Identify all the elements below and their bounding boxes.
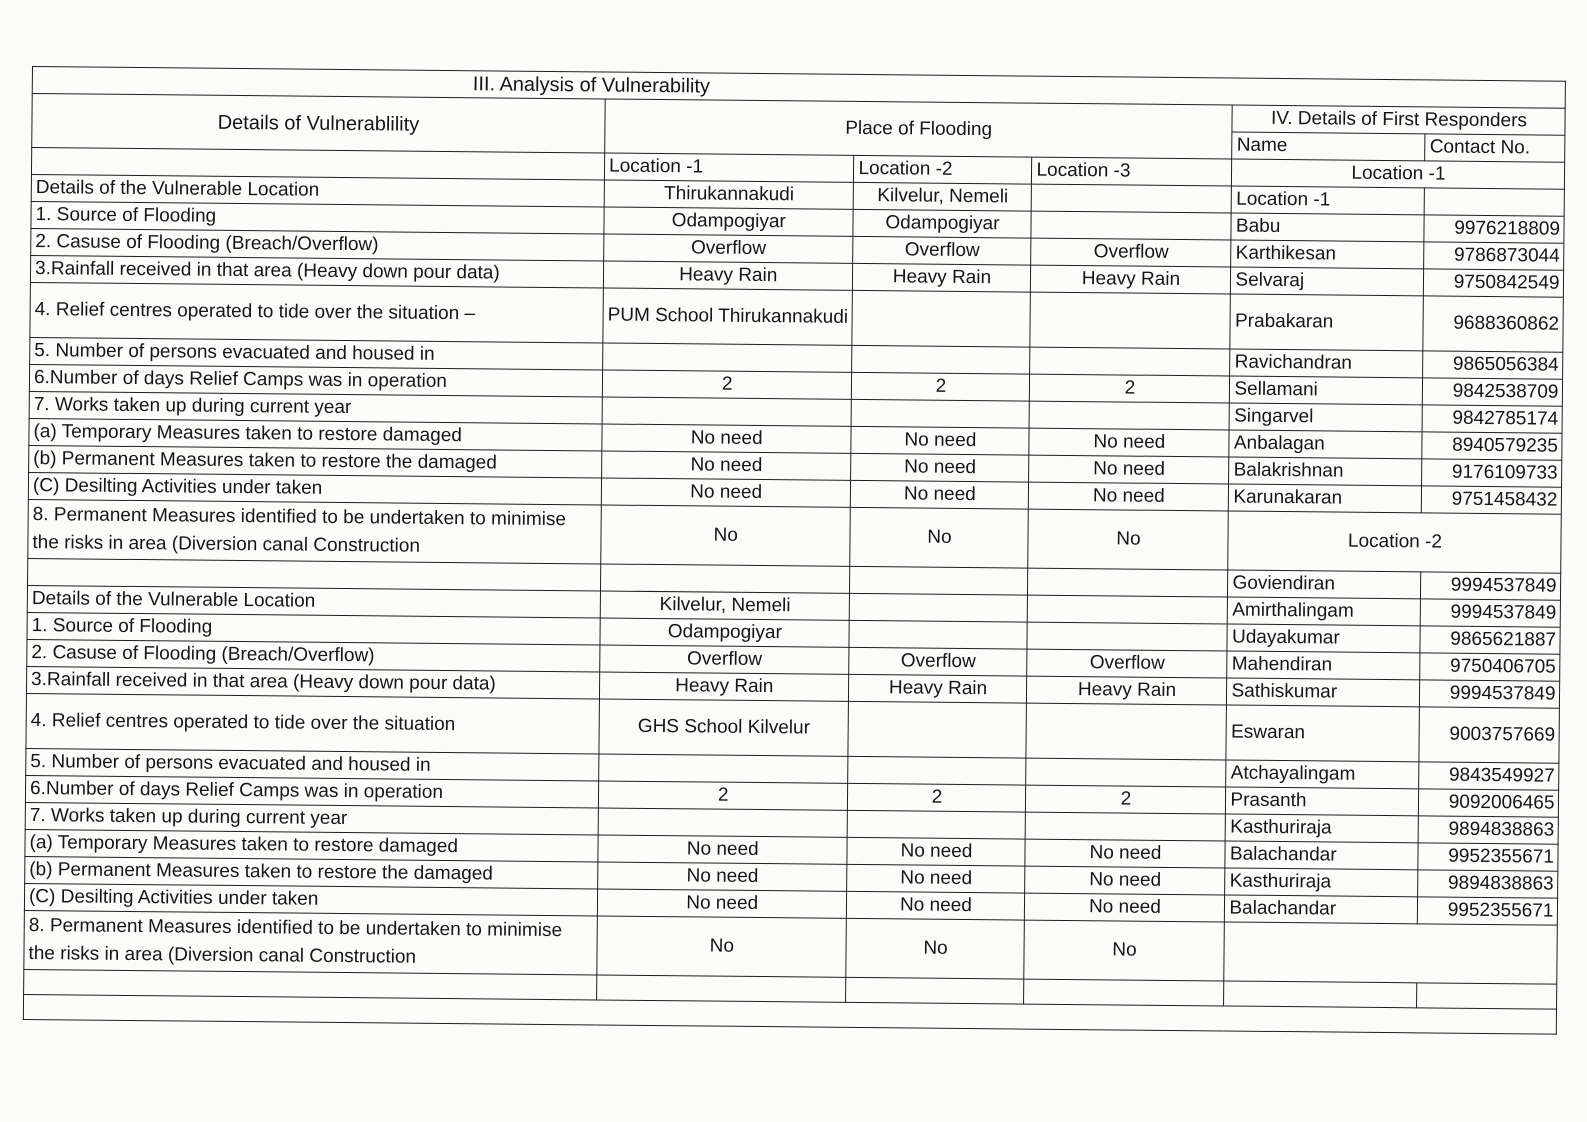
location-1-value — [603, 343, 853, 372]
location-3-value: No need — [1025, 839, 1225, 868]
location-1-value: Odampogiyar — [600, 618, 850, 647]
location-1-value: 2 — [602, 370, 852, 399]
location-2-value — [848, 701, 1027, 758]
location-2-value — [850, 566, 1028, 595]
location-1-value — [602, 397, 852, 426]
row-label: 5. Number of persons evacuated and housed in — [26, 748, 599, 780]
responder-name: Balachandar — [1225, 895, 1418, 924]
location-3-value: Heavy Rain — [1031, 265, 1231, 294]
location-2-value — [849, 620, 1027, 649]
location-1-value — [600, 564, 850, 593]
location-2-value: Overflow — [849, 647, 1027, 676]
location-3-value: No need — [1029, 428, 1229, 457]
row-label: 1. Source of Flooding — [31, 201, 604, 233]
location-1-value: PUM School Thirukannakudi — [603, 288, 853, 345]
responder-name: Sathiskumar — [1227, 678, 1420, 707]
location-2-header: Location -2 — [854, 155, 1032, 184]
responder-contact: 9688360862 — [1423, 296, 1564, 352]
location-1-value: No need — [602, 451, 852, 480]
responder-contact: 9750842549 — [1424, 269, 1564, 297]
location-2-value: No — [850, 507, 1029, 568]
location-3-value: 2 — [1026, 785, 1226, 814]
responder-contact: 9952355671 — [1418, 843, 1558, 871]
responder-contact: 9952355671 — [1418, 897, 1558, 925]
location-1-value: No — [601, 505, 851, 566]
responder-name: Anbalagan — [1229, 430, 1422, 459]
row-label: (C) Desilting Activities under taken — [24, 883, 597, 915]
location-2-value: No need — [847, 837, 1025, 866]
responder-contact: 9003757669 — [1419, 707, 1560, 763]
responder-name: Singarvel — [1230, 403, 1423, 432]
location-1-value: Heavy Rain — [603, 261, 853, 290]
responder-name: Goviendiran — [1228, 570, 1421, 599]
location-3-value: 2 — [1030, 374, 1230, 403]
row-label: 6.Number of days Relief Camps was in operation — [25, 775, 598, 807]
location-2-value: 2 — [852, 372, 1030, 401]
responder-name: Kasthuriraja — [1225, 868, 1418, 897]
location-3-value: No need — [1029, 455, 1229, 484]
row-label: (C) Desilting Activities under taken — [28, 472, 601, 504]
row-label: 7. Works taken up during current year — [25, 802, 598, 834]
details-header: Details of Vulnerablility — [32, 94, 605, 153]
location-3-value — [1026, 758, 1226, 787]
location-3-value: No need — [1025, 893, 1225, 922]
responder-contact: 9751458432 — [1422, 486, 1562, 514]
row-label: (b) Permanent Measures taken to restore the damaged — [29, 445, 602, 477]
responder-contact: 9092006465 — [1419, 789, 1559, 817]
responder-contact: 9994537849 — [1421, 599, 1561, 627]
vulnerability-table — [23, 66, 1567, 1035]
location-2-value — [852, 290, 1031, 347]
responder-name: Karunakaran — [1229, 484, 1422, 513]
location-2-value: No — [846, 918, 1025, 979]
location-1-value: No need — [601, 478, 851, 507]
responder-name: Sellamani — [1230, 376, 1423, 405]
responder-name: Kasthuriraja — [1226, 814, 1419, 843]
location-1-value: Overflow — [600, 645, 850, 674]
responders-group-location-1: Location -1 — [1232, 159, 1565, 189]
empty-cell — [1224, 922, 1558, 984]
responder-name: Prabakaran — [1230, 294, 1424, 351]
block-1-rows — [28, 174, 1565, 573]
location-2-value: Odampogiyar — [853, 209, 1031, 238]
responder-name: Karthikesan — [1231, 240, 1424, 269]
location-3-value — [1028, 595, 1228, 624]
location-2-value: No need — [851, 426, 1029, 455]
responder-contact: 9865056384 — [1423, 351, 1563, 379]
location-1-value: No need — [598, 862, 848, 891]
responder-sub-location: Location -1 — [1232, 186, 1425, 215]
empty-cell — [1417, 983, 1557, 1009]
empty-cell — [1224, 981, 1417, 1008]
responders-title: IV. Details of First Responders — [1232, 105, 1565, 135]
row-label: 8. Permanent Measures identified to be undertaken to minimise the risks in area (Diversion canal Construction — [24, 910, 598, 974]
location-1-value: Thirukannakudi — [604, 180, 854, 209]
location-1-value: Odampogiyar — [604, 207, 854, 236]
responder-name: Amirthalingam — [1228, 597, 1421, 626]
responder-contact: 9894838863 — [1419, 816, 1559, 844]
location-1-header: Location -1 — [604, 153, 854, 182]
responder-name: Udayakumar — [1227, 624, 1420, 653]
location-2-value: No need — [851, 480, 1029, 509]
responder-name: Selvaraj — [1231, 267, 1424, 296]
responder-contact: 9750406705 — [1420, 653, 1560, 681]
responder-contact: 9176109733 — [1422, 459, 1562, 487]
responder-name: Ravichandran — [1230, 349, 1423, 378]
location-2-value — [852, 399, 1030, 428]
location-3-value — [1027, 622, 1227, 651]
row-label: 2. Casuse of Flooding (Breach/Overflow) — [31, 228, 604, 260]
row-label: 5. Number of persons evacuated and housed in — [30, 337, 603, 369]
location-3-value — [1031, 211, 1231, 240]
location-1-value: GHS School Kilvelur — [599, 699, 849, 756]
location-3-value — [1028, 568, 1228, 597]
location-1-value: Heavy Rain — [599, 672, 849, 701]
location-2-value — [848, 810, 1026, 839]
location-3-value — [1030, 347, 1230, 376]
empty-cell — [1024, 979, 1224, 1006]
empty-cell — [1425, 188, 1565, 216]
location-2-value: No need — [847, 864, 1025, 893]
responders-group-location-2: Location -2 — [1228, 511, 1562, 573]
location-3-value: Overflow — [1031, 238, 1231, 267]
responder-contact: 9994537849 — [1420, 680, 1560, 708]
location-3-value: No need — [1029, 482, 1229, 511]
row-label: Details of the Vulnerable Location — [31, 174, 604, 206]
location-1-value: No need — [602, 424, 852, 453]
contact-header: Contact No. — [1425, 134, 1565, 162]
row-label: 1. Source of Flooding — [27, 612, 600, 644]
location-1-value: 2 — [598, 781, 848, 810]
responder-contact: 9842785174 — [1423, 405, 1563, 433]
location-1-value: No — [597, 916, 847, 977]
location-3-value — [1026, 812, 1226, 841]
responder-contact: 9843549927 — [1419, 762, 1559, 790]
name-header: Name — [1232, 132, 1425, 161]
location-1-value: No need — [597, 889, 847, 918]
location-2-value — [848, 756, 1026, 785]
row-label: 4. Relief centres operated to tide over the situation — [26, 693, 600, 753]
row-label: Details of the Vulnerable Location — [27, 585, 600, 617]
location-2-value: Heavy Rain — [853, 263, 1031, 292]
row-label: 7. Works taken up during current year — [29, 391, 602, 423]
vulnerability-sheet — [23, 66, 1567, 1035]
location-1-value: Overflow — [604, 234, 854, 263]
location-2-value: Kilvelur, Nemeli — [854, 182, 1032, 211]
location-3-value: Heavy Rain — [1027, 676, 1227, 705]
place-of-flooding-header: Place of Flooding — [605, 99, 1233, 159]
responder-contact: 9786873044 — [1424, 242, 1564, 270]
location-3-value — [1026, 703, 1227, 760]
empty-cell — [597, 975, 847, 1002]
responder-name: Atchayalingam — [1226, 760, 1419, 789]
block-2-rows — [23, 558, 1561, 1034]
location-2-value: No need — [851, 453, 1029, 482]
location-1-value: Kilvelur, Nemeli — [600, 591, 850, 620]
row-label: 4. Relief centres operated to tide over the situation – — [30, 282, 604, 342]
location-3-value: No — [1028, 509, 1229, 570]
location-2-value — [852, 345, 1030, 374]
location-1-value: No need — [598, 835, 848, 864]
responder-contact: 9994537849 — [1421, 572, 1561, 600]
location-2-value: Overflow — [853, 236, 1031, 265]
responder-name: Balachandar — [1225, 841, 1418, 870]
row-label: 6.Number of days Relief Camps was in operation — [29, 364, 602, 396]
row-label: (a) Temporary Measures taken to restore damaged — [25, 829, 598, 861]
location-3-value: No need — [1025, 866, 1225, 895]
location-1-value — [599, 754, 849, 783]
location-1-value — [598, 808, 848, 837]
responder-name: Babu — [1231, 213, 1424, 242]
row-label: (a) Temporary Measures taken to restore damaged — [29, 418, 602, 450]
location-3-value — [1030, 401, 1230, 430]
responder-contact: 8940579235 — [1422, 432, 1562, 460]
location-2-value: No need — [847, 891, 1025, 920]
responder-name: Balakrishnan — [1229, 457, 1422, 486]
location-3-header: Location -3 — [1032, 157, 1232, 186]
row-label: 2. Casuse of Flooding (Breach/Overflow) — [27, 639, 600, 671]
location-3-value: Overflow — [1027, 649, 1227, 678]
location-3-value — [1030, 292, 1231, 349]
responder-contact: 9976218809 — [1424, 215, 1564, 243]
responder-name: Eswaran — [1226, 705, 1420, 762]
location-3-value: No — [1024, 920, 1225, 981]
location-2-value — [850, 593, 1028, 622]
row-label: (b) Permanent Measures taken to restore the damaged — [25, 856, 598, 888]
responder-name: Mahendiran — [1227, 651, 1420, 680]
location-2-value: 2 — [848, 783, 1026, 812]
responder-contact: 9894838863 — [1418, 870, 1558, 898]
location-3-value — [1032, 184, 1232, 213]
sheet-title: III. Analysis of Vulnerability — [32, 67, 1566, 109]
responder-contact: 9842538709 — [1423, 378, 1563, 406]
empty-cell — [846, 977, 1024, 1004]
responder-contact: 9865621887 — [1420, 626, 1560, 654]
row-label: 3.Rainfall received in that area (Heavy down pour data) — [26, 666, 599, 698]
row-label: 3.Rainfall received in that area (Heavy down pour data) — [30, 255, 603, 287]
responder-name: Prasanth — [1226, 787, 1419, 816]
row-label: 8. Permanent Measures identified to be undertaken to minimise the risks in area (Diversion canal Construction — [28, 499, 602, 563]
location-2-value: Heavy Rain — [849, 674, 1027, 703]
